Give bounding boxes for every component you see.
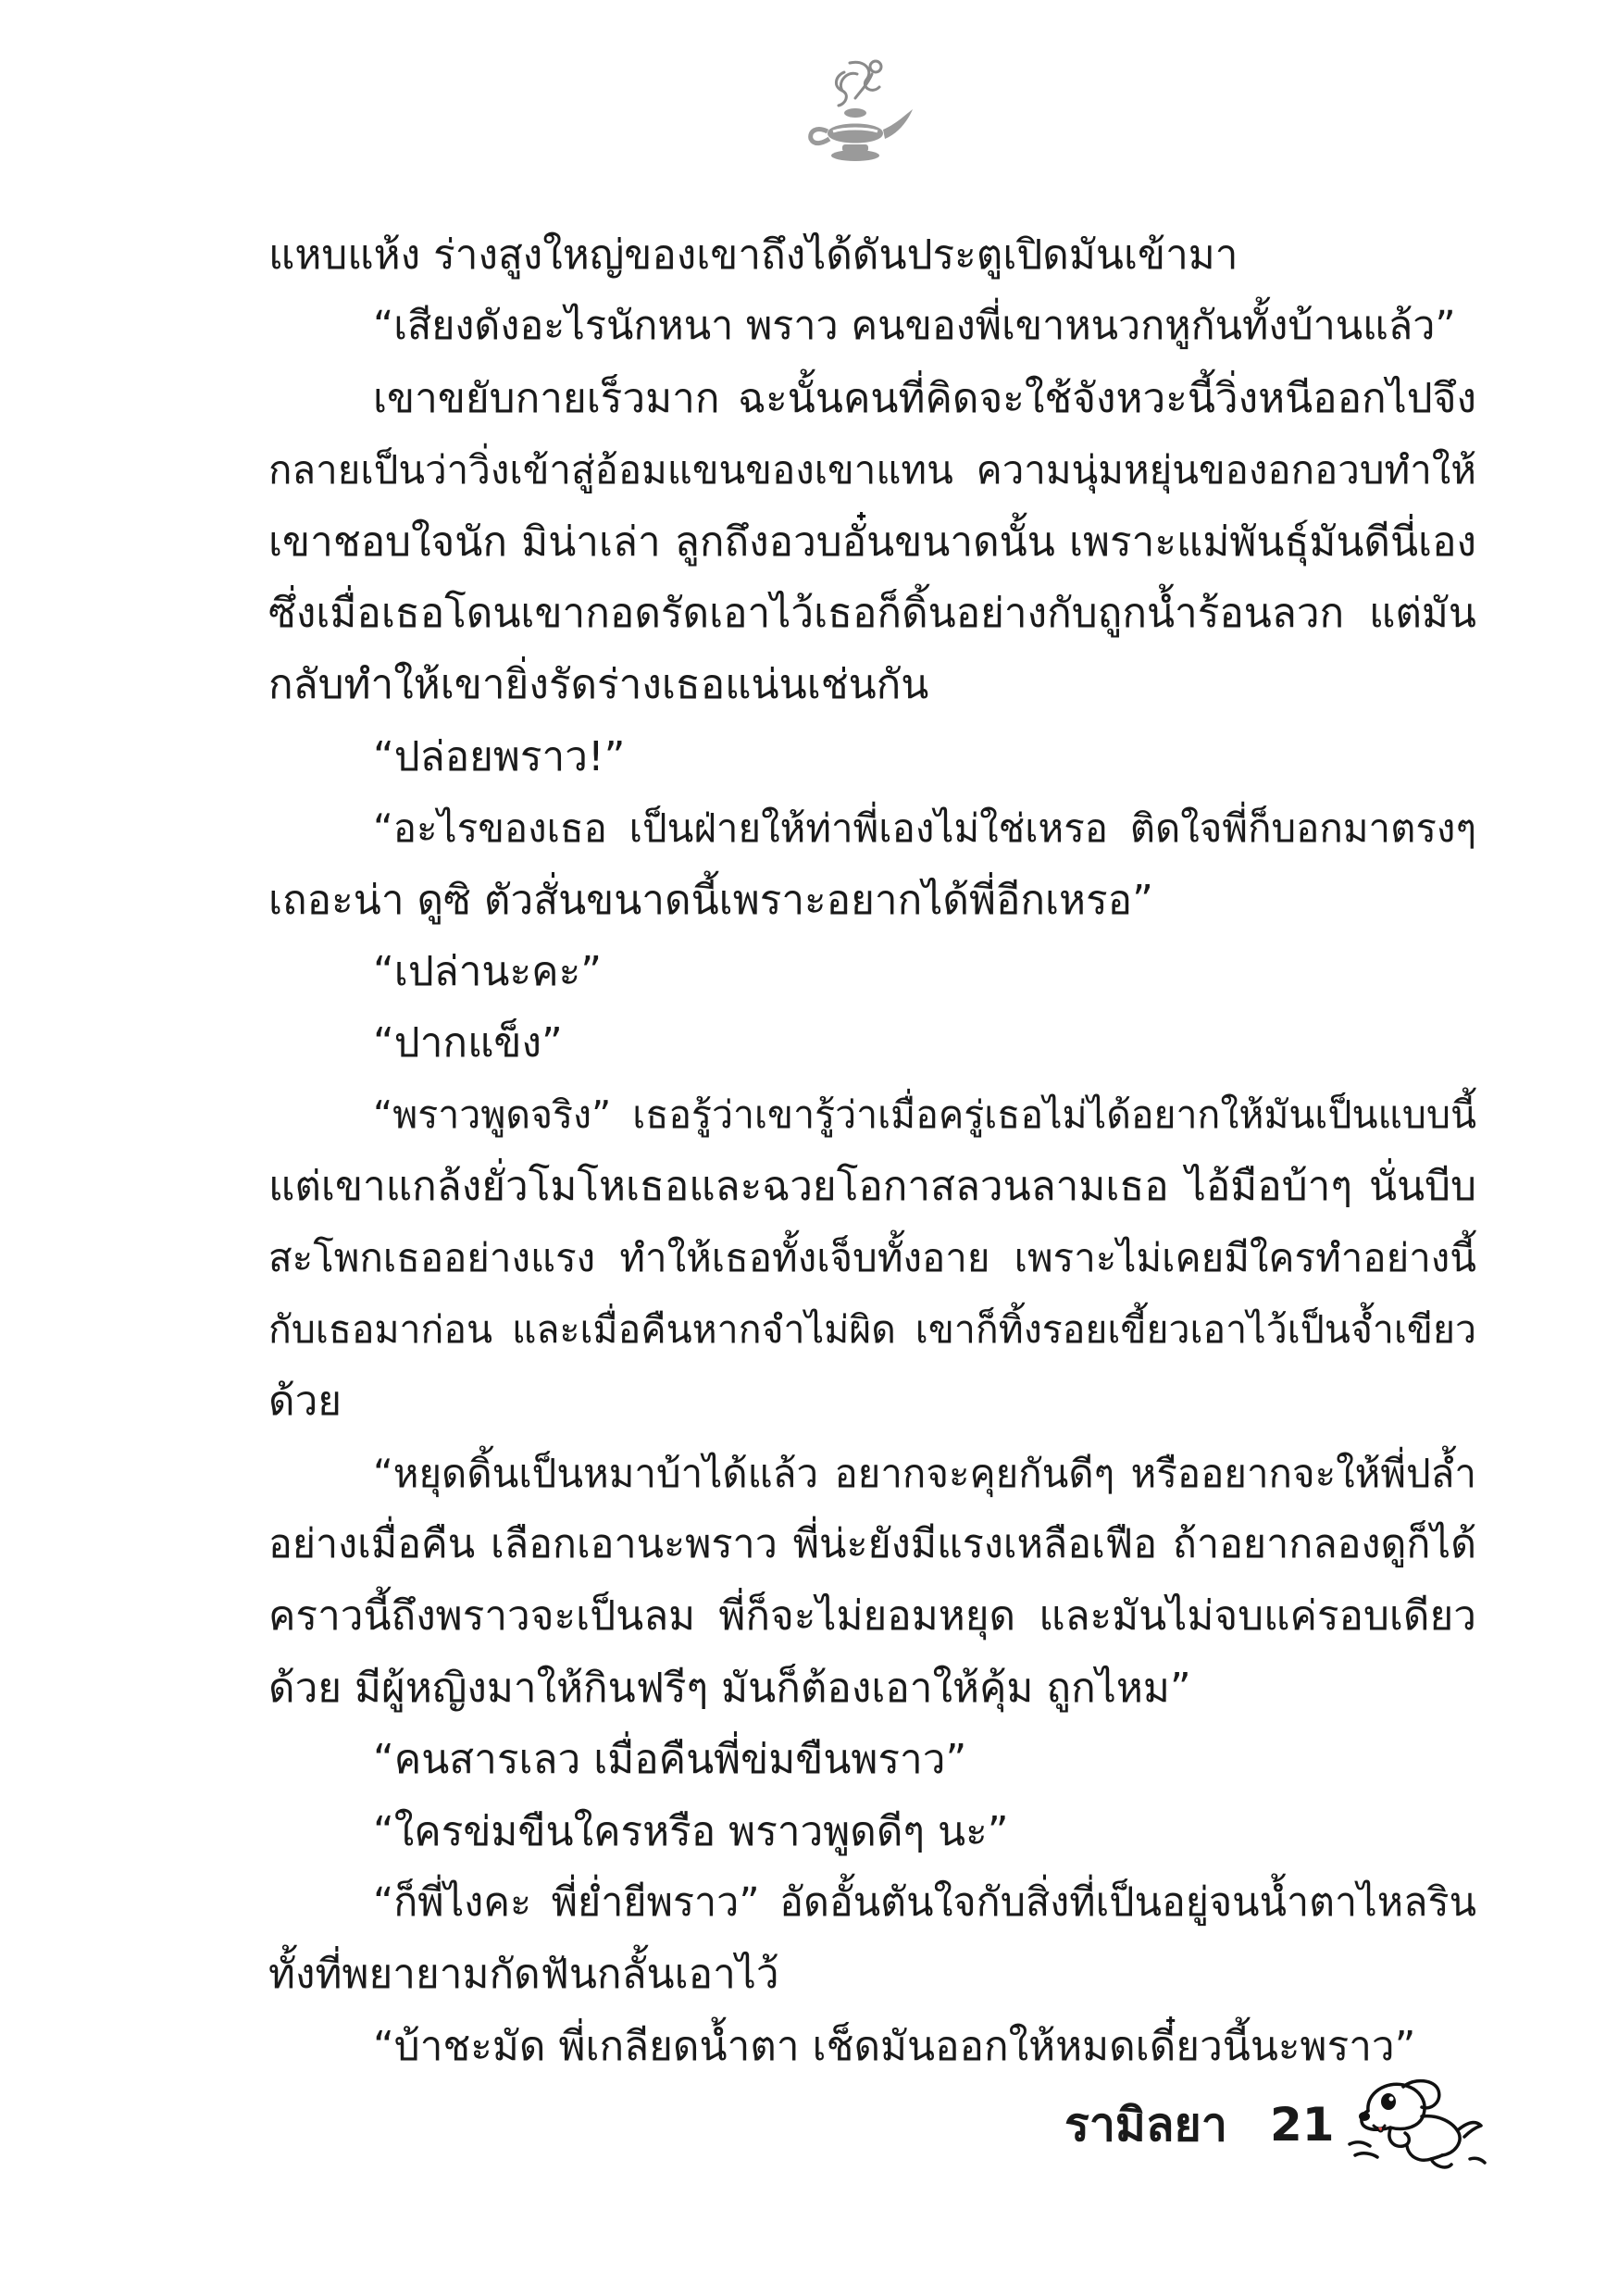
genie-lamp-icon [790, 54, 920, 183]
text-line: ด้วย [268, 1378, 342, 1426]
text-line: กลับทำให้เขายิ่งรัดร่างเธอแน่นเช่นกัน [268, 661, 929, 709]
text-line: “อะไรของเธอ เป็นฝ่ายให้ท่าพี่เองไม่ใช่เหรอ ติดใจพี่ก็บอกมาตรงๆ [373, 805, 1476, 852]
text-line: กลายเป็นว่าวิ่งเข้าสู่อ้อมแขนของเขาแทน ความนุ่มหยุ่นของอกอวบทำให้ [268, 447, 1476, 493]
text-line: ทั้งที่พยายามกัดฟันกลั้นเอาไว้ [268, 1951, 779, 1999]
text-line: “หยุดดิ้นเป็นหมาบ้าได้แล้ว อยากจะคุยกันดีๆ หรืออยากจะให้พี่ปล้ำ [373, 1450, 1476, 1496]
text-line: “บ้าชะมัด พี่เกลียดน้ำตา เช็ดมันออกให้หมดเดี๋ยวนี้นะพราว” [373, 2022, 1416, 2070]
body-text [268, 219, 1476, 2082]
text-line: แหบแห้ง ร่างสูงใหญ่ของเขาถึงได้ดันประตูเปิดมันเข้ามา [268, 231, 1238, 279]
text-line: เขาชอบใจนัก มิน่าเล่า ลูกถึงอวบอั๋นขนาดนั้น เพราะแม่พันธุ์มันดีนี่เอง [268, 518, 1476, 566]
dog-icon [1342, 2074, 1490, 2176]
text-line: คราวนี้ถึงพราวจะเป็นลม พี่ก็จะไม่ยอมหยุด และมันไม่จบแค่รอบเดียว [268, 1592, 1476, 1641]
text-line: “พราวพูดจริง” เธอรู้ว่าเขารู้ว่าเมื่อครู่เธอไม่ได้อยากให้มันเป็นแบบนี้ [373, 1092, 1476, 1137]
text-line: “คนสารเลว เมื่อคืนพี่ข่มขืนพราว” [373, 1736, 967, 1784]
text-line: “เปล่านะคะ” [373, 947, 603, 995]
text-line: “ก็พี่ไงคะ พี่ย่ำยีพราว” อัดอั้นตันใจกับสิ่งที่เป็นอยู่จนน้ำตาไหลริน [373, 1878, 1476, 1926]
page-number: 21 [1270, 2098, 1335, 2152]
text-line: ซึ่งเมื่อเธอโดนเขากอดรัดเอาไว้เธอก็ดิ้นอย่างกับถูกน้ำร้อนลวก แต่มัน [268, 589, 1476, 637]
text-line: สะโพกเธออย่างแรง ทำให้เธอทั้งเจ็บทั้งอาย เพราะไม่เคยมีใครทำอย่างนี้ [268, 1235, 1476, 1281]
text-line: เถอะน่า ดูซิ ตัวสั่นขนาดนี้เพราะอยากได้พี่อีกเหรอ” [268, 876, 1153, 924]
text-line: “ปากแข็ง” [373, 1019, 563, 1067]
book-title: รามิลยา [1064, 2098, 1227, 2152]
text-line: แต่เขาแกล้งยั่วโมโหเธอและฉวยโอกาสลวนลามเธอ ไอ้มือบ้าๆ นั่นบีบ [268, 1163, 1476, 1211]
text-line: อย่างเมื่อคืน เลือกเอานะพราว พี่น่ะยังมีแรงเหลือเฟือ ถ้าอยากลองดูก็ได้ [268, 1521, 1476, 1568]
text-line: เขาขยับกายเร็วมาก ฉะนั้นคนที่คิดจะใช้จังหวะนี้วิ่งหนีออกไปจึง [373, 374, 1476, 422]
text-line: กับเธอมาก่อน และเมื่อคืนหากจำไม่ผิด เขาก็ทิ้งรอยเขี้ยวเอาไว้เป็นจ้ำเขียว [268, 1306, 1476, 1352]
text-line: “เสียงดังอะไรนักหนา พราว คนของพี่เขาหนวกหูกันทั้งบ้านแล้ว” [373, 303, 1456, 350]
page-footer [1064, 2074, 1490, 2176]
text-line: ด้วย มีผู้หญิงมาให้กินฟรีๆ มันก็ต้องเอาให้คุ้ม ถูกไหม” [268, 1664, 1191, 1712]
text-line: “ใครข่มขืนใครหรือ พราวพูดดีๆ นะ” [373, 1807, 1009, 1855]
text-line: “ปล่อยพราว!” [373, 732, 626, 780]
